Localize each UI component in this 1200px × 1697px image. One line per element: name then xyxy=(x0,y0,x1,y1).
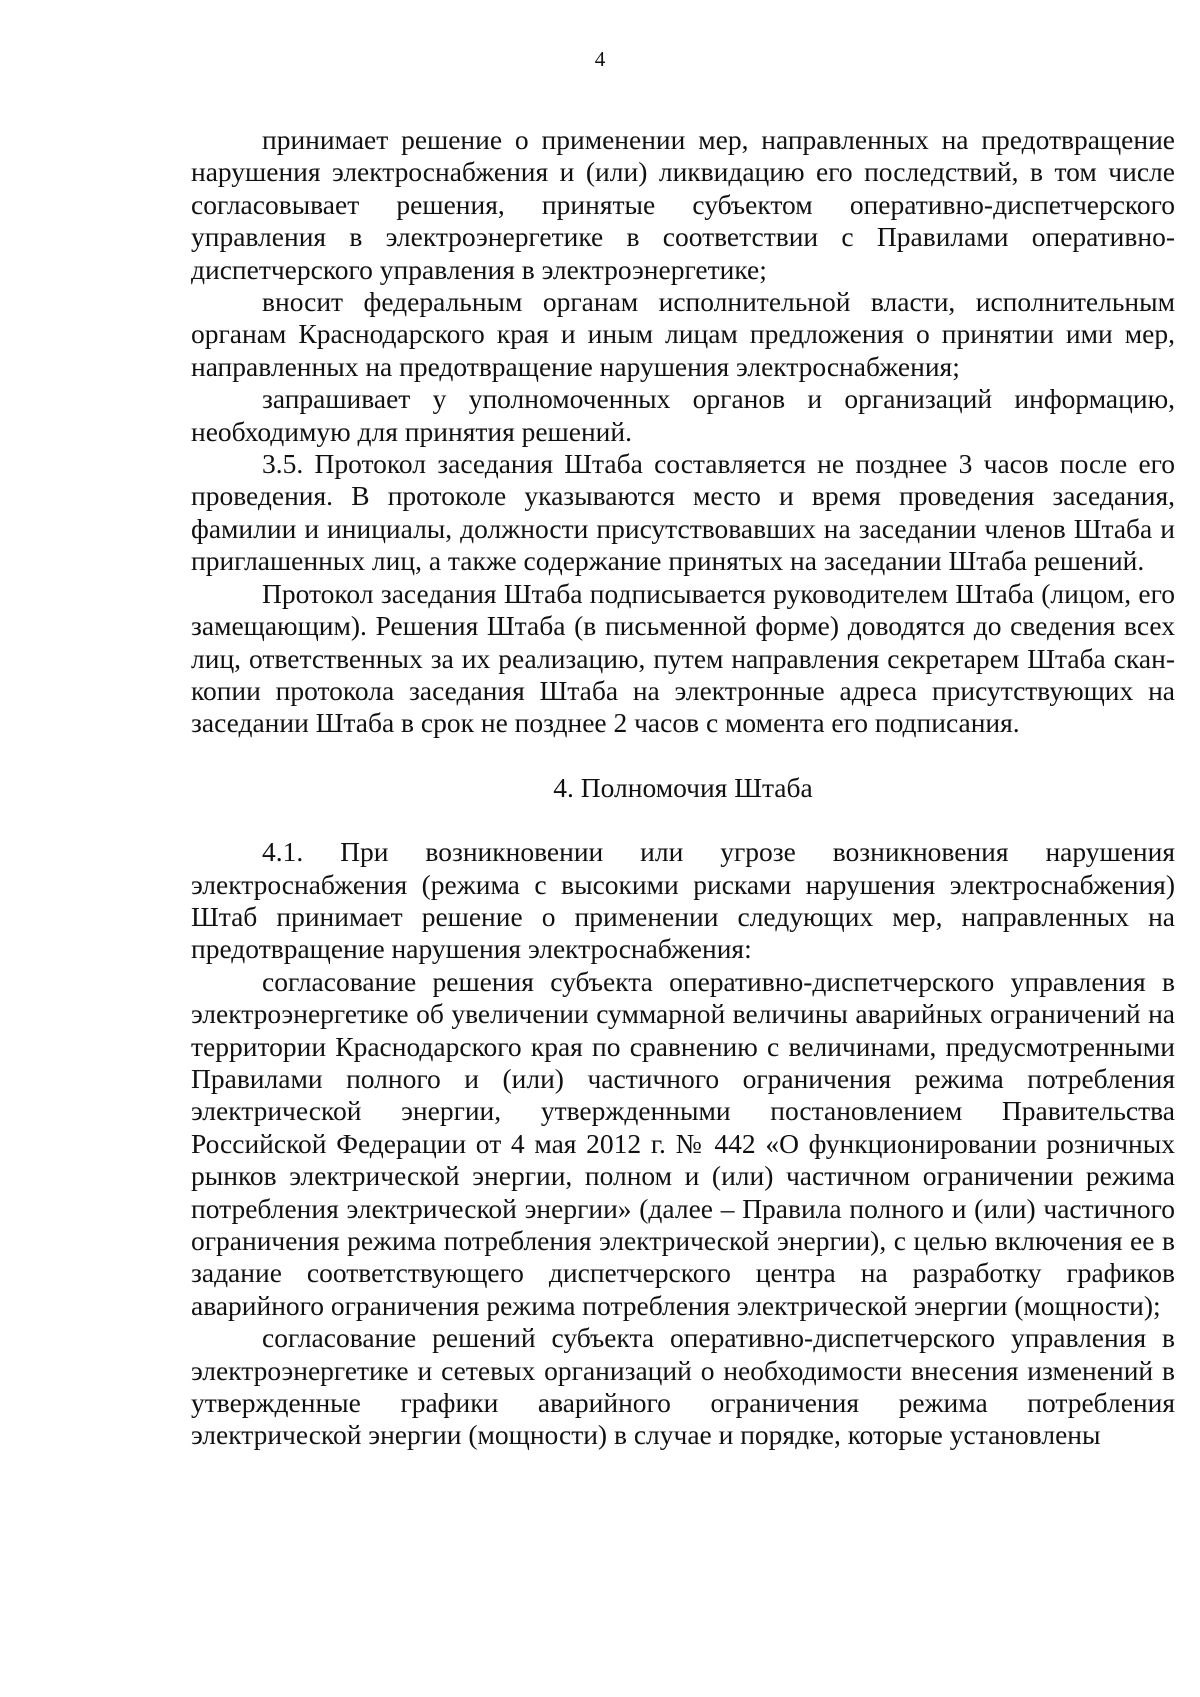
page-number: 4 xyxy=(594,47,606,71)
section-heading: 4. Полномочия Штаба xyxy=(553,771,813,803)
paragraph: 3.5. Протокол заседания Штаба составляется не позднее 3 часов после его проведения. В протоколе указываются место и время проведения заседания, фамилии и инициалы, должности присутствовавших на заседании членов Штаба и приглашенных лиц, а также содержание принятых на заседании Штаба решений. xyxy=(191,448,1175,577)
paragraph: согласование решения субъекта оперативно-диспетчерского управления в электроэнергетике об увеличении суммарной величины аварийных ограничений на территории Краснодарского края по сравнению с величинами, предусмотренными Правилами полного и (или) частичного ограничения режима потребления электрической энергии, утвержденными постановлением Правительства Российской Федерации от 4 мая 2012 г. № 442 «О функционировании розничных рынков электрической энергии, полном и (или) частичном ограничении режима потребления электрической энергии» (далее – Правила полного и (или) частичного ограничения режима потребления электрической энергии), с целью включения ее в задание соответствующего диспетчерского центра на разработку графиков аварийного ограничения режима потребления электрической энергии (мощности); xyxy=(191,965,1175,1321)
document-body xyxy=(191,124,1175,1452)
paragraph: согласование решений субъекта оперативно-диспетчерского управления в электроэнергетике и сетевых организаций о необходимости внесения изменений в утвержденные графики аварийного ограничения режима потребления электрической энергии (мощности) в случае и порядке, которые установлены xyxy=(191,1322,1175,1451)
paragraph: 4.1. При возникновении или угрозе возникновения нарушения электроснабжения (режима с высокими рисками нарушения электроснабжения) Штаб принимает решение о применении следующих мер, направленных на предотвращение нарушения электроснабжения: xyxy=(191,836,1175,965)
paragraph: Протокол заседания Штаба подписывается руководителем Штаба (лицом, его замещающим). Решения Штаба (в письменной форме) доводятся до сведения всех лиц, ответственных за их реализацию, путем направления секретарем Штаба скан-копии протокола заседания Штаба на электронные адреса присутствующих на заседании Штаба в срок не позднее 2 часов с момента его подписания. xyxy=(191,577,1175,739)
paragraph: вносит федеральным органам исполнительной власти, исполнительным органам Краснодарского края и иным лицам предложения о принятии ими мер, направленных на предотвращение нарушения электроснабжения; xyxy=(191,286,1175,382)
paragraph: запрашивает у уполномоченных органов и организаций информацию, необходимую для принятия решений. xyxy=(191,383,1175,447)
paragraph: принимает решение о применении мер, направленных на предотвращение нарушения электроснабжения и (или) ликвидацию его последствий, в том числе согласовывает решения, принятые субъектом оперативно-диспетчерского управления в электроэнергетике в соответствии с Правилами оперативно-диспетчерского управления в электроэнергетике; xyxy=(191,124,1175,285)
